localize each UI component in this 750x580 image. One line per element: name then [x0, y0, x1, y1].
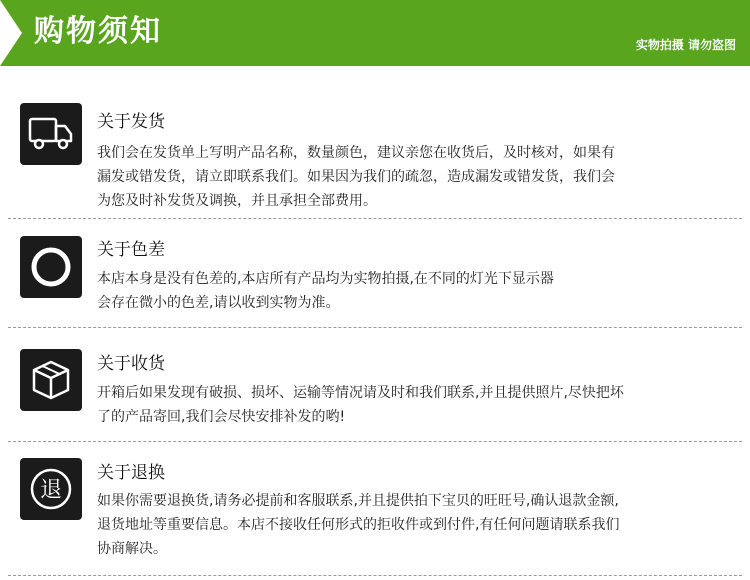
return-icon: [20, 458, 82, 520]
package-icon: [20, 349, 82, 411]
page-title: 购物须知: [34, 14, 162, 49]
section-title: 关于收货: [97, 354, 165, 374]
section-title: 关于发货: [97, 112, 165, 132]
body-line: 退货地址等重要信息。本店不接收任何形式的拒收件或到付件,有任何问题请联系我们: [97, 517, 620, 533]
body-line: 漏发或错发货，请立即联系我们。如果因为我们的疏忽，造成漏发或错发货，我们会: [97, 169, 615, 185]
section-body: [97, 489, 717, 561]
section-divider: [8, 327, 742, 328]
circle-icon: [20, 236, 82, 298]
body-line: 我们会在发货单上写明产品名称，数量颜色，建议亲您在收货后，及时核对，如果有: [97, 145, 615, 161]
body-line: 会存在微小的色差,请以收到实物为准。: [97, 295, 340, 311]
return-icon-glyph: 退: [39, 478, 63, 503]
section-body: [97, 267, 717, 315]
header-banner: [0, 0, 750, 66]
header-tagline: 实物拍摄 请勿盗图: [635, 38, 736, 52]
body-line: 开箱后如果发现有破损、损坏、运输等情况请及时和我们联系,并且提供照片,尽快把坏: [97, 385, 624, 401]
body-line: 为您及时补发货及调换，并且承担全部费用。: [97, 193, 377, 209]
body-line: 如果你需要退换货,请务必提前和客服联系,并且提供拍下宝贝的旺旺号,确认退款金额,: [97, 493, 619, 509]
arrow-marker-icon: [0, 0, 22, 66]
section-title: 关于色差: [97, 240, 165, 260]
body-line: 协商解决。: [97, 541, 167, 557]
section-divider: [8, 218, 742, 219]
section-divider: [8, 441, 742, 442]
body-line: 本店本身是没有色差的,本店所有产品均为实物拍摄,在不同的灯光下显示器: [97, 271, 554, 287]
section-body: [97, 141, 717, 213]
truck-icon: [20, 103, 82, 165]
section-divider: [8, 575, 742, 576]
section-title: 关于退换: [97, 463, 165, 483]
section-body: [97, 381, 717, 429]
body-line: 了的产品寄回,我们会尽快安排补发的哟!: [97, 409, 346, 425]
